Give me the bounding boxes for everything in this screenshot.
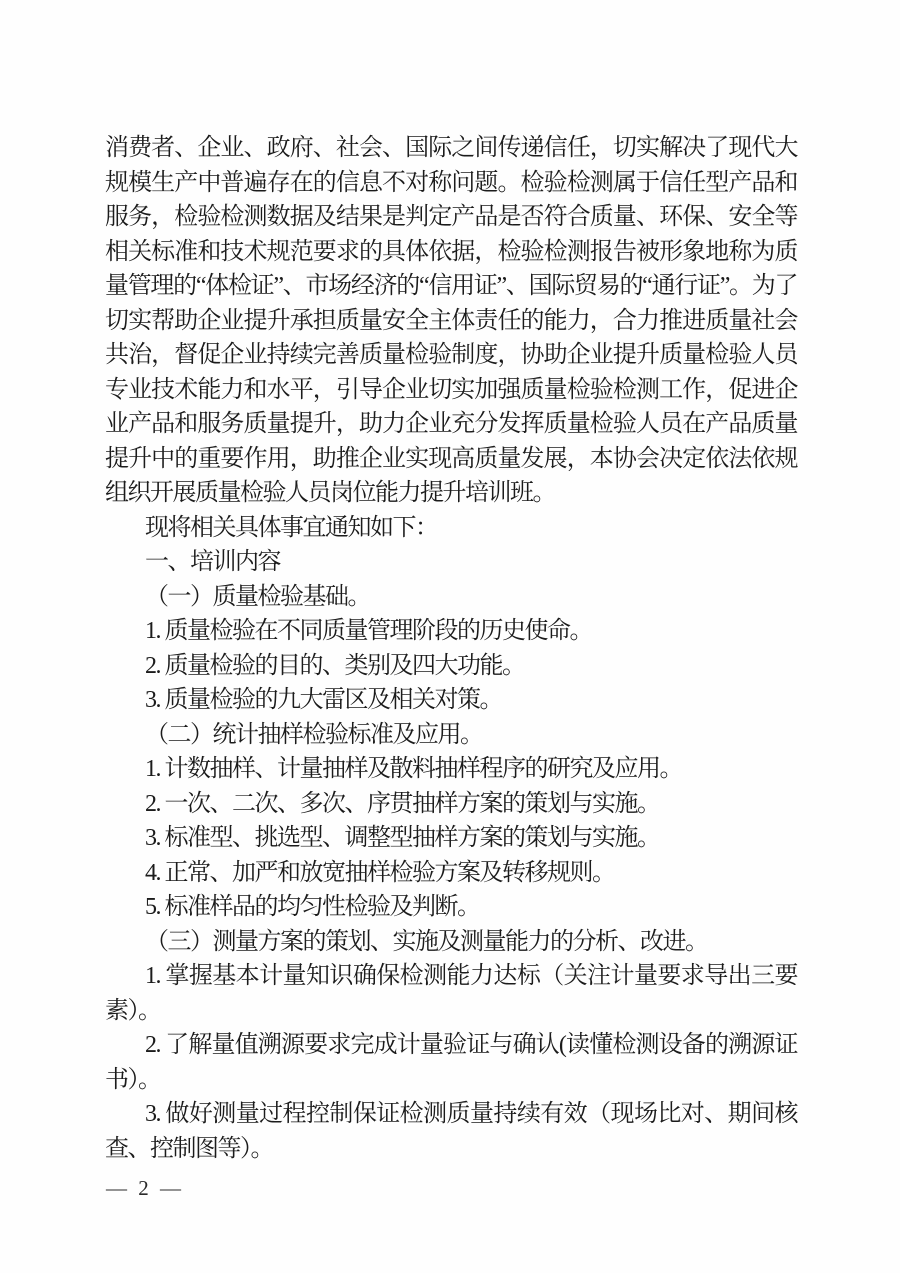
- subsection-heading-measurement-plan: （三）测量方案的策划、实施及测量能力的分析、改进。: [145, 928, 708, 955]
- training-item: 2. 一次、二次、多次、序贯抽样方案的策划与实施。: [145, 790, 660, 817]
- page-number: — 2 —: [106, 1176, 184, 1200]
- document-body: [105, 131, 797, 1166]
- notice-paragraph: 现将相关具体事宜通知如下：: [145, 514, 438, 541]
- training-item: 1. 质量检验在不同质量管理阶段的历史使命。: [145, 618, 592, 644]
- subsection-heading-statistical-sampling-standards: （二）统计抽样检验标准及应用。: [145, 721, 483, 748]
- training-item: 1. 掌握基本计量知识确保检测能力达标（关注计量要求导出三要素）。: [105, 963, 797, 1024]
- subsection-heading-quality-inspection-basics: （一）质量检验基础。: [145, 583, 370, 610]
- training-item: 2. 了解量值溯源要求完成计量验证与确认(读懂检测设备的溯源证书）。: [105, 1032, 797, 1093]
- training-item: 4. 正常、加严和放宽抽样检验方案及转移规则。: [145, 859, 615, 886]
- training-item: 3. 标准型、挑选型、调整型抽样方案的策划与实施。: [145, 825, 660, 851]
- training-item: 3. 质量检验的九大雷区及相关对策。: [145, 687, 502, 713]
- training-item: 2. 质量检验的目的、类别及四大功能。: [145, 652, 525, 679]
- training-item: 3. 做好测量过程控制保证检测质量持续有效（现场比对、期间核查、控制图等）。: [105, 1101, 797, 1162]
- training-item: 1. 计数抽样、计量抽样及散料抽样程序的研究及应用。: [145, 756, 682, 782]
- section-title-training-content: 一、培训内容: [145, 548, 280, 575]
- intro-paragraph: 消费者、企业、政府、社会、国际之间传递信任，切实解决了现代大规模生产中普遍存在的信息不对称问题。检验检测属于信任型产品和服务，检验检测数据及结果是判定产品是否符合质量、环保、安全等相关标准和技术规范要求的具体依据，检验检测报告被形象地称为质量管理的“体检证”、市场经济的“信用证”、国际贸易的“通行证”。为了切实帮助企业提升承担质量安全主体责任的能力，合力推进质量社会共治，督促企业持续完善质量检验制度，协助企业提升质量检验人员专业技术能力和水平，引导企业切实加强质量检验检测工作，促进企业产品和服务质量提升，助力企业充分发挥质量检验人员在产品质量提升中的重要作用，助推企业实现高质量发展，本协会决定依法依规组织开展质量检验人员岗位能力提升培训班。: [105, 135, 797, 506]
- training-item: 5. 标准样品的均匀性检验及判断。: [145, 894, 480, 920]
